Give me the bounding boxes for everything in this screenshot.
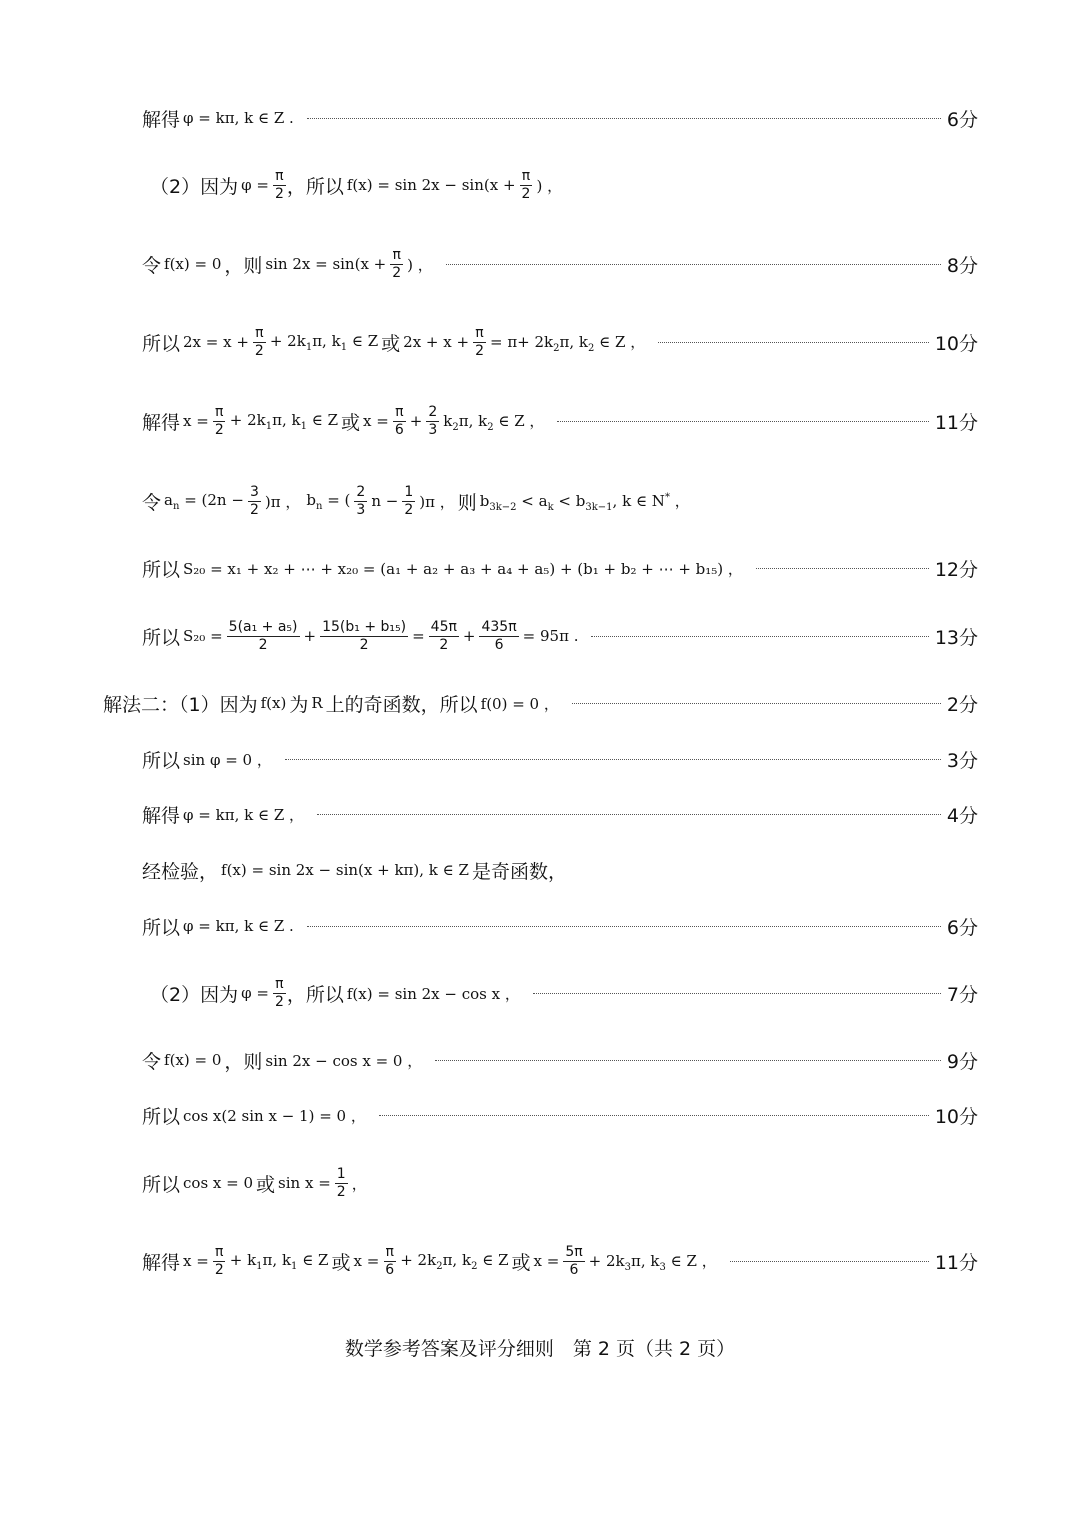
formula: x = bbox=[183, 1252, 209, 1270]
formula: f(x) bbox=[260, 694, 287, 712]
label: 为 bbox=[289, 693, 309, 716]
label: 所以 bbox=[142, 332, 181, 355]
leader-dots bbox=[317, 814, 941, 815]
leader-dots bbox=[572, 703, 941, 704]
line-6 bbox=[142, 471, 978, 531]
formula: sin 2x = sin(x + bbox=[265, 255, 387, 273]
fraction: $\frac{\pi}{6}$ bbox=[385, 1244, 395, 1278]
fraction: $\frac{\text{5(a₁ + a₅)}}{2}$ bbox=[228, 619, 298, 653]
score: 11分 bbox=[934, 1251, 978, 1274]
fraction: $\frac{1}{2}$ bbox=[404, 484, 414, 518]
formula: + bbox=[303, 627, 317, 645]
formula: S₂₀ = bbox=[183, 627, 223, 645]
fraction: $\frac{\pi}{2}$ bbox=[214, 1244, 224, 1278]
label: 所以 bbox=[142, 558, 181, 581]
formula: f(0) = 0 ， bbox=[480, 694, 559, 713]
line-16 bbox=[142, 1085, 978, 1145]
formula: x = bbox=[363, 412, 389, 430]
line-5 bbox=[142, 391, 978, 451]
score: 6分 bbox=[946, 916, 978, 939]
fraction: $\frac{5\pi}{6}$ bbox=[565, 1244, 583, 1278]
score: 10分 bbox=[934, 1105, 978, 1128]
score: 6分 bbox=[946, 108, 978, 131]
formula: ) ， bbox=[407, 255, 433, 274]
label: （2）因为 bbox=[150, 983, 239, 1006]
formula: + $k_1\pi$, $k_1$ ∈ Z bbox=[229, 1250, 329, 1272]
leader-dots bbox=[756, 568, 929, 569]
line-15 bbox=[142, 1030, 978, 1090]
fraction: $\frac{1}{2}$ bbox=[336, 1166, 346, 1200]
formula: = $\pi+ 2k_2\pi$, $k_2$ ∈ Z ， bbox=[489, 332, 646, 354]
label: （2）因为 bbox=[150, 175, 239, 198]
fraction: $\frac{3}{2}$ bbox=[249, 484, 259, 518]
leader-dots bbox=[307, 118, 941, 119]
line-13 bbox=[142, 896, 978, 956]
fraction: $\frac{\pi}{2}$ bbox=[274, 976, 284, 1010]
fraction: $\frac{\pi}{2}$ bbox=[521, 168, 531, 202]
fraction: $\frac{\pi}{2}$ bbox=[475, 325, 484, 359]
label: 或 bbox=[381, 332, 401, 355]
label: 解得 bbox=[142, 411, 181, 434]
formula: R bbox=[311, 694, 323, 712]
line-10 bbox=[142, 729, 978, 789]
leader-dots bbox=[379, 1115, 929, 1116]
formula: f(x) = sin 2x − sin(x + kπ), k ∈ Z bbox=[221, 861, 469, 879]
formula: 2x + x + bbox=[403, 333, 470, 351]
formula: x = bbox=[183, 412, 209, 430]
leader-dots bbox=[533, 993, 941, 994]
line-18 bbox=[142, 1231, 978, 1291]
score: 3分 bbox=[946, 749, 978, 772]
formula: sin 2x − cos x = 0 ， bbox=[265, 1051, 423, 1070]
fraction: $\frac{\pi}{6}$ bbox=[394, 404, 404, 438]
fraction: $\frac{45\pi}{2}$ bbox=[430, 619, 457, 653]
label: 解得 bbox=[142, 108, 181, 131]
formula: x = bbox=[353, 1252, 380, 1270]
leader-dots bbox=[285, 759, 941, 760]
line-4 bbox=[142, 312, 978, 372]
formula: f(x) = 0 bbox=[164, 255, 222, 273]
formula: S₂₀ = x₁ + x₂ + ⋯ + x₂₀ = (a₁ + a₂ + a₃ + a₄ + a₅) + (b₁ + b₂ + ⋯ + b₁₅) ， bbox=[183, 559, 743, 578]
label: 则 bbox=[457, 491, 477, 514]
formula: + bbox=[462, 627, 476, 645]
formula: sin φ = 0 ， bbox=[183, 750, 272, 769]
formula: 2x = x + bbox=[183, 333, 249, 351]
formula: $b_{3k-2} < a_k < b_{3k-1}$, k ∈ N* ， bbox=[479, 491, 690, 513]
leader-dots bbox=[730, 1261, 929, 1262]
score: 9分 bbox=[946, 1050, 978, 1073]
label: 所以 bbox=[142, 749, 181, 772]
line-2 bbox=[150, 155, 978, 215]
fraction: $\frac{\pi}{2}$ bbox=[214, 404, 224, 438]
score: 10分 bbox=[934, 332, 978, 355]
line-12 bbox=[142, 840, 978, 900]
formula: + $2k_1\pi$, $k_1$ ∈ Z bbox=[269, 331, 379, 353]
page-footer: 数学参考答案及评分细则 第 2 页（共 2 页） bbox=[344, 1338, 736, 1360]
score: 12分 bbox=[934, 558, 978, 581]
line-3 bbox=[142, 234, 978, 294]
label: ，所以 bbox=[286, 175, 344, 198]
line-7 bbox=[142, 538, 978, 598]
formula: x = bbox=[533, 1252, 560, 1270]
formula: ) ， bbox=[536, 176, 563, 195]
formula: f(x) = sin 2x − cos x ， bbox=[346, 984, 520, 1003]
score: 7分 bbox=[946, 983, 978, 1006]
formula: φ = kπ, k ∈ Z ， bbox=[183, 805, 305, 824]
score: 8分 bbox=[946, 254, 978, 277]
label: 或 bbox=[341, 411, 361, 434]
formula: $k_2\pi$, $k_2$ ∈ Z ， bbox=[443, 411, 545, 433]
label: 解得 bbox=[142, 1251, 181, 1274]
line-1 bbox=[142, 88, 978, 148]
label: 所以 bbox=[142, 1173, 181, 1196]
label: 解得 bbox=[142, 804, 181, 827]
formula: $b_n$ = ( bbox=[306, 490, 351, 512]
formula: cos x = 0 bbox=[183, 1174, 254, 1192]
label: 或 bbox=[331, 1251, 351, 1274]
label: 经检验， bbox=[142, 860, 219, 883]
line-9 bbox=[103, 673, 978, 733]
formula: )π ， bbox=[419, 492, 455, 511]
label: ，所以 bbox=[286, 983, 344, 1006]
formula: φ = kπ, k ∈ Z . bbox=[183, 917, 294, 935]
formula: = bbox=[412, 627, 425, 645]
label: 令 bbox=[142, 491, 162, 514]
label: ，则 bbox=[224, 1050, 263, 1073]
fraction: $\frac{\pi}{2}$ bbox=[274, 168, 284, 202]
formula: φ = bbox=[241, 984, 269, 1002]
fraction: $\frac{\pi}{2}$ bbox=[254, 325, 264, 359]
label: 上的奇函数，所以 bbox=[325, 693, 478, 716]
formula: cos x(2 sin x − 1) = 0 ， bbox=[183, 1106, 366, 1125]
score: 4分 bbox=[946, 804, 978, 827]
line-17 bbox=[142, 1153, 978, 1213]
formula: f(x) = 0 bbox=[164, 1051, 222, 1069]
line-11 bbox=[142, 784, 978, 844]
fraction: $\frac{\text{15(b₁ + b₁₅)}}{2}$ bbox=[322, 619, 407, 653]
line-14 bbox=[150, 963, 978, 1023]
score: 13分 bbox=[934, 626, 978, 649]
leader-dots bbox=[435, 1060, 941, 1061]
formula: + $2k_3\pi$, $k_3$ ∈ Z ， bbox=[588, 1251, 717, 1273]
leader-dots bbox=[591, 636, 928, 637]
label: 是奇函数， bbox=[471, 860, 567, 883]
formula: ， bbox=[351, 1174, 367, 1193]
formula: = 95π . bbox=[522, 627, 579, 645]
label: 解法二：（1）因为 bbox=[103, 693, 258, 716]
formula: + $2k_1\pi$, $k_1$ ∈ Z bbox=[229, 410, 339, 432]
label: 或 bbox=[511, 1251, 531, 1274]
leader-dots bbox=[446, 264, 941, 265]
formula: $a_n = (2n$ − bbox=[164, 490, 244, 512]
label: ，则 bbox=[224, 254, 263, 277]
fraction: $\frac{435\pi}{6}$ bbox=[481, 619, 517, 653]
formula: + bbox=[409, 412, 423, 430]
label: 或 bbox=[256, 1173, 276, 1196]
leader-dots bbox=[557, 421, 928, 422]
formula: φ = bbox=[241, 176, 269, 194]
fraction: $\frac{2}{3}$ bbox=[356, 484, 366, 518]
formula: f(x) = sin 2x − sin(x + bbox=[346, 176, 516, 194]
label: 所以 bbox=[142, 916, 181, 939]
fraction: $\frac{\pi}{2}$ bbox=[392, 247, 402, 281]
label: 令 bbox=[142, 1050, 162, 1073]
formula: φ = kπ, k ∈ Z . bbox=[183, 109, 294, 127]
label: 所以 bbox=[142, 1105, 181, 1128]
label: 所以 bbox=[142, 626, 181, 649]
leader-dots bbox=[658, 342, 929, 343]
formula: + $2k_2\pi$, $k_2$ ∈ Z bbox=[400, 1250, 509, 1272]
formula: n − bbox=[371, 492, 399, 510]
fraction: $\frac{2}{3}$ bbox=[428, 404, 438, 438]
formula: sin x = bbox=[278, 1174, 331, 1192]
label: 令 bbox=[142, 254, 162, 277]
line-8 bbox=[142, 606, 978, 666]
score: 11分 bbox=[934, 411, 978, 434]
score: 2分 bbox=[946, 693, 978, 716]
leader-dots bbox=[307, 926, 941, 927]
formula: )π ， bbox=[264, 492, 301, 511]
